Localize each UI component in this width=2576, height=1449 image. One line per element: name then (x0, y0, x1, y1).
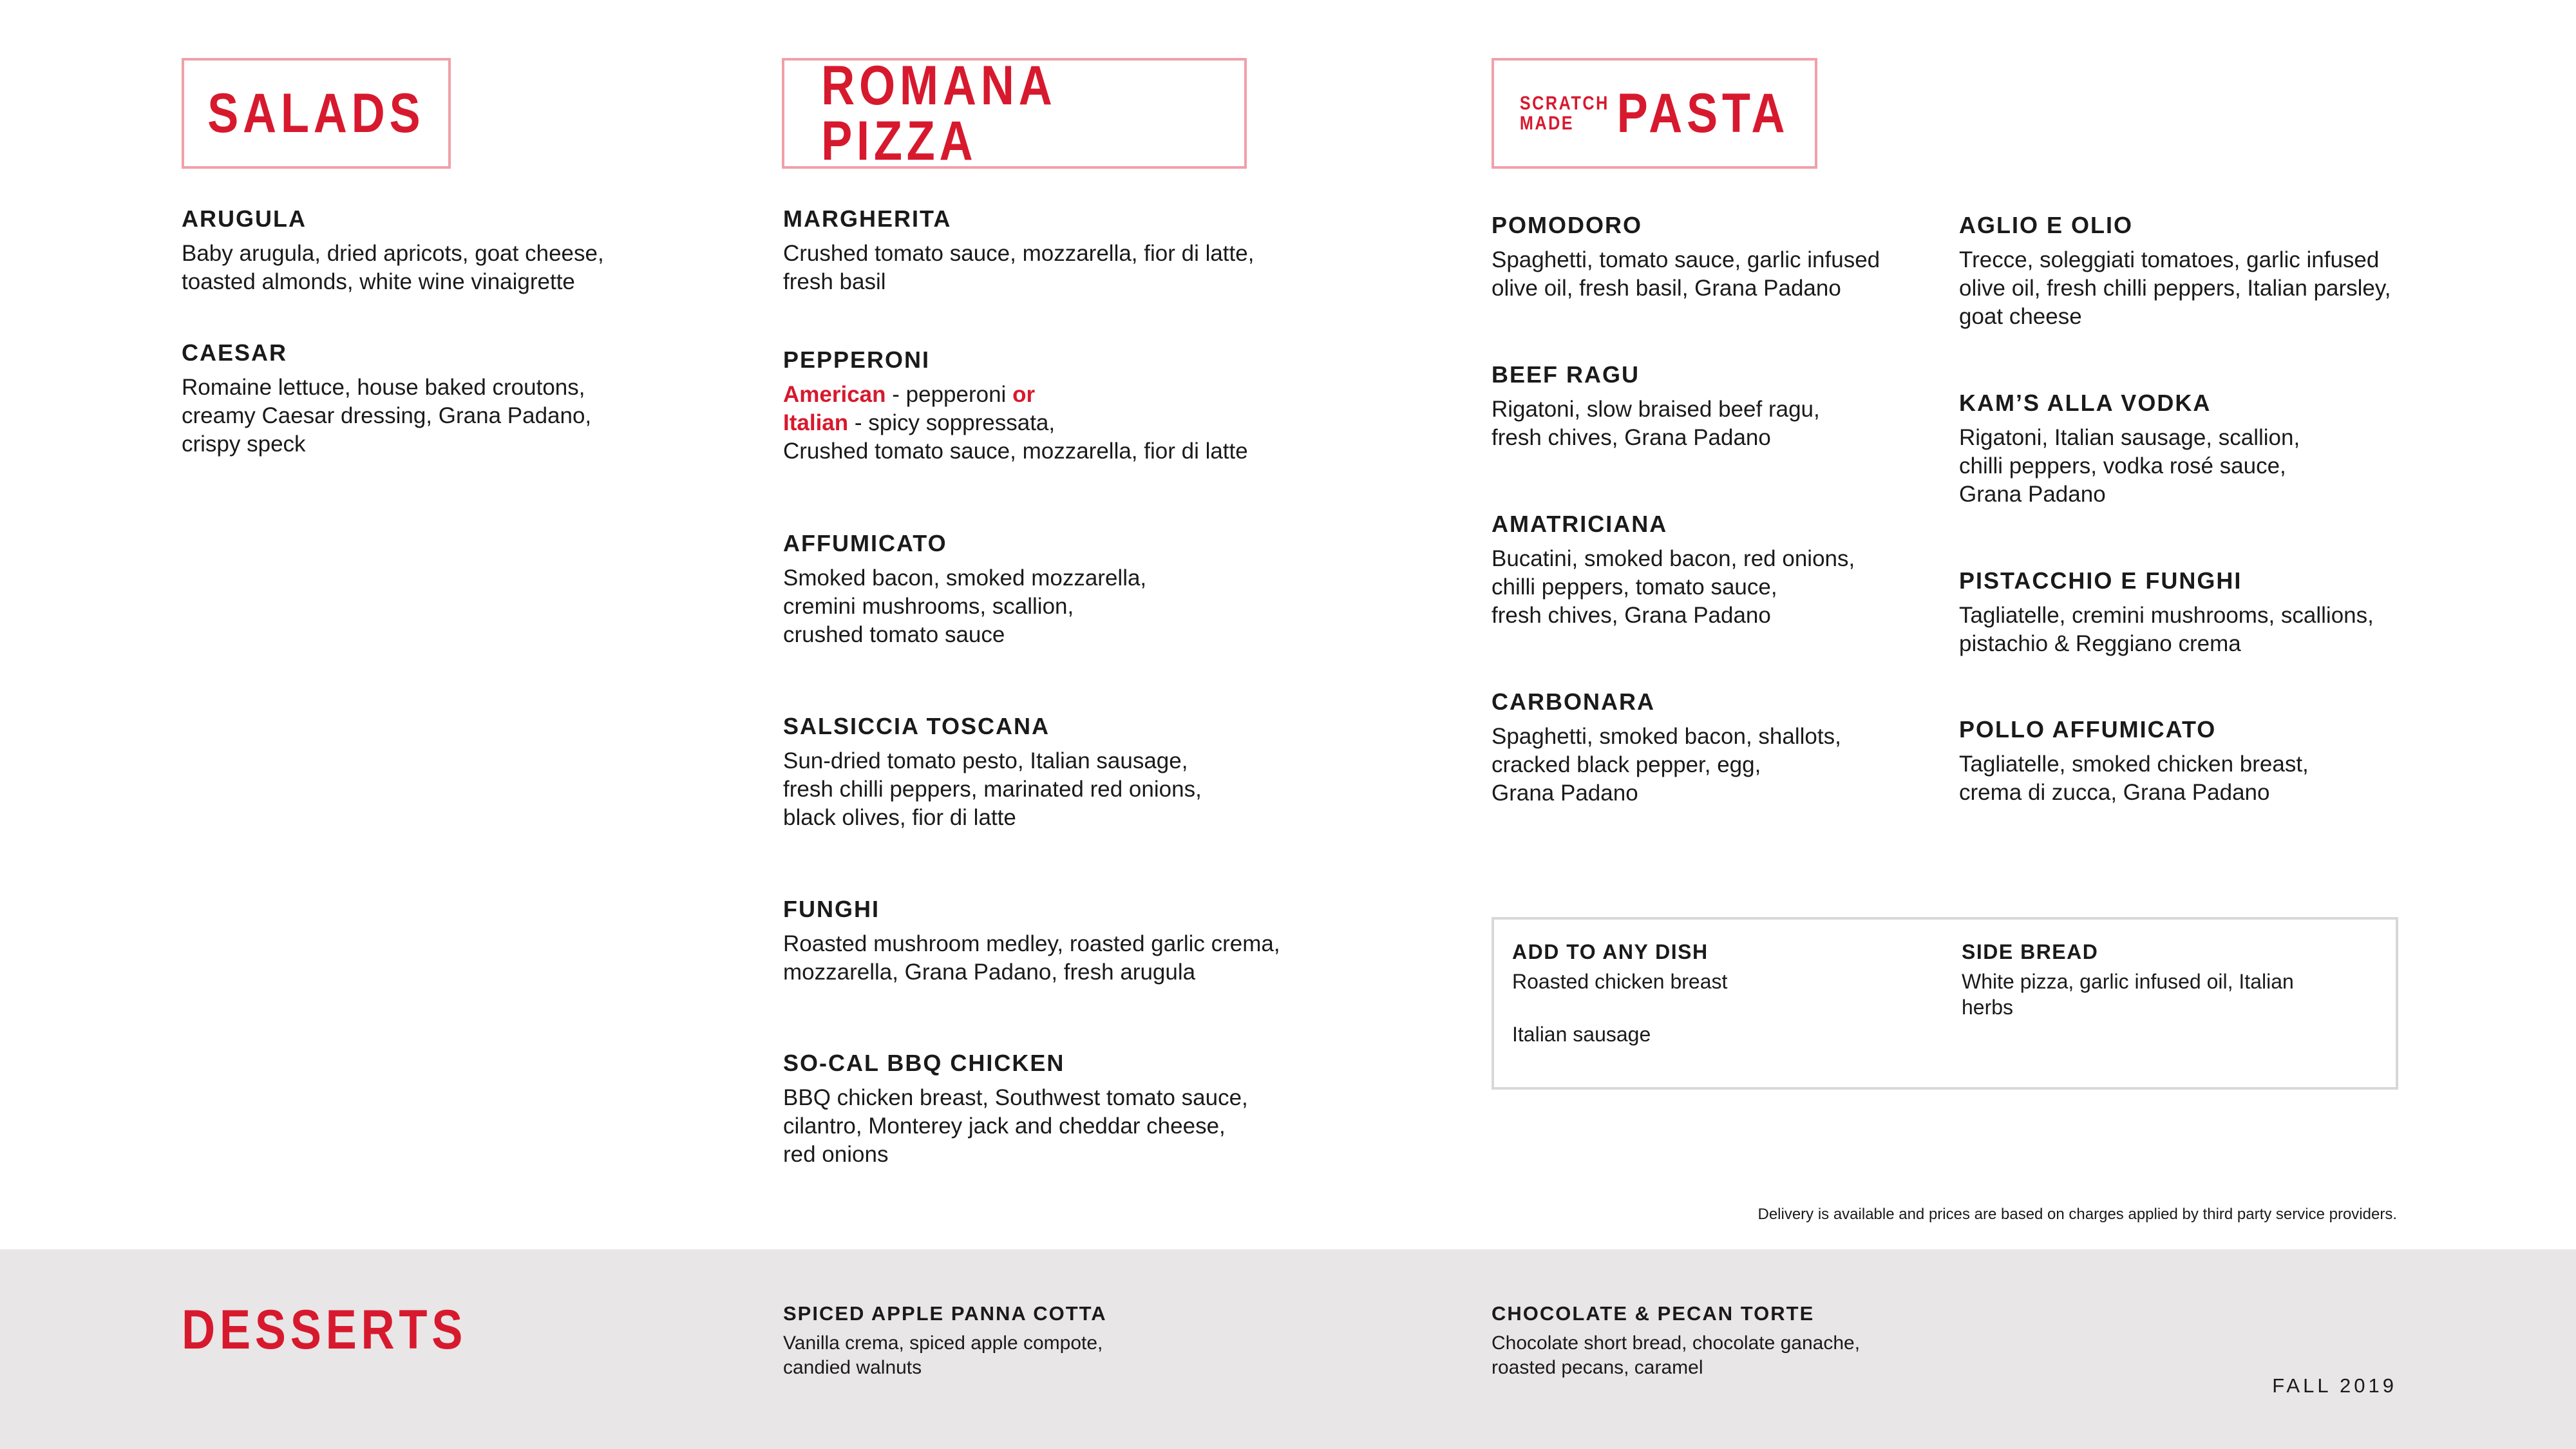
dessert-panna-cotta (783, 1303, 1107, 1380)
season-label: FALL 2019 (2272, 1374, 2397, 1397)
pasta-title: PASTA (1616, 82, 1790, 144)
item-description: Bucatini, smoked bacon, red onions, chilli peppers, tomato sauce, fresh chives, Grana Padano (1492, 546, 1855, 628)
addon-italian-sausage: Italian sausage (1512, 1023, 1651, 1046)
menu-item-affumicato (783, 532, 1146, 649)
menu-item-caesar (182, 341, 591, 459)
pasta-subtitle (1520, 93, 1609, 134)
item-name: CAESAR (182, 339, 288, 366)
item-description: Tagliatelle, smoked chicken breast, crema di zucca, Grana Padano (1959, 752, 2309, 805)
menu-item-socal-bbq-chicken (783, 1052, 1248, 1169)
italian-detail: - spicy soppressata, (848, 410, 1056, 435)
add-to-any-dish-title: ADD TO ANY DISH (1512, 940, 1709, 963)
menu-item-amatriciana (1492, 513, 1855, 630)
item-name: POLLO AFFUMICATO (1959, 716, 2217, 743)
pasta-subtitle-scratch: SCRATCH (1519, 92, 1609, 114)
menu-item-kams-alla-vodka (1959, 392, 2300, 509)
item-description: Baby arugula, dried apricots, goat cheese, toasted almonds, white wine vinaigrette (182, 241, 604, 294)
item-description: Roasted mushroom medley, roasted garlic crema, mozzarella, Grana Padano, fresh arugula (783, 931, 1280, 985)
menu-item-pollo-affumicato (1959, 718, 2309, 807)
item-name: AGLIO E OLIO (1959, 212, 2134, 238)
menu-item-carbonara (1492, 690, 1841, 808)
item-name: PEPPERONI (783, 346, 931, 373)
item-name: BEEF RAGU (1492, 361, 1640, 388)
or-label: or (1012, 382, 1036, 407)
side-bread-title: SIDE BREAD (1962, 940, 2099, 963)
american-detail: - pepperoni (886, 382, 1013, 407)
item-description: Tagliatelle, cremini mushrooms, scallions, pistachio & Reggiano crema (1959, 603, 2374, 656)
pepperoni-base: Crushed tomato sauce, mozzarella, fior di latte (783, 439, 1248, 464)
item-description: Trecce, soleggiati tomatoes, garlic infused olive oil, fresh chilli peppers, Italian parsley, goat cheese (1959, 247, 2391, 329)
item-name: AFFUMICATO (783, 530, 947, 556)
item-description: Crushed tomato sauce, mozzarella, fior di latte, fresh basil (783, 241, 1255, 294)
item-name: CARBONARA (1492, 688, 1655, 715)
item-name: ARUGULA (182, 205, 307, 232)
item-name: MARGHERITA (783, 205, 952, 232)
item-description: BBQ chicken breast, Southwest tomato sauce, cilantro, Monterey jack and cheddar cheese, red onions (783, 1085, 1248, 1167)
desserts-title: DESSERTS (182, 1299, 468, 1361)
item-name: SALSICCIA TOSCANA (783, 713, 1050, 739)
addon-roasted-chicken: Roasted chicken breast (1512, 970, 1728, 993)
pasta-header (1492, 58, 1817, 169)
menu-item-aglio-e-olio (1959, 214, 2391, 331)
american-label: American (783, 382, 886, 407)
menu-item-arugula (182, 207, 604, 296)
item-description (783, 381, 1248, 466)
pasta-title-group (1519, 82, 1790, 144)
item-name: POMODORO (1492, 212, 1643, 238)
item-name: FUNGHI (783, 896, 880, 922)
pepperoni-italian-line (783, 409, 1248, 437)
pasta-subtitle-made: MADE (1519, 113, 1575, 134)
delivery-disclaimer: Delivery is available and prices are based on charges applied by third party service providers. (1757, 1206, 2397, 1223)
menu-item-pistacchio-e-funghi (1959, 569, 2374, 658)
dessert-description: Chocolate short bread, chocolate ganache, roasted pecans, caramel (1492, 1332, 1861, 1378)
item-description: Spaghetti, smoked bacon, shallots, cracked black pepper, egg, Grana Padano (1492, 724, 1841, 806)
pepperoni-american-line (783, 381, 1248, 409)
item-name: KAM’S ALLA VODKA (1959, 390, 2211, 416)
side-bread (1962, 942, 2294, 1020)
menu-item-margherita (783, 207, 1254, 296)
dessert-description: Vanilla crema, spiced apple compote, candied walnuts (783, 1332, 1103, 1378)
dessert-chocolate-pecan-torte (1492, 1303, 1860, 1380)
item-description: Rigatoni, Italian sausage, scallion, chilli peppers, vodka rosé sauce, Grana Padano (1959, 425, 2300, 507)
item-description: Rigatoni, slow braised beef ragu, fresh chives, Grana Padano (1492, 397, 1820, 450)
salads-header (182, 58, 451, 169)
item-description: Sun-dried tomato pesto, Italian sausage, fresh chilli peppers, marinated red onions, black olives, fior di latte (783, 748, 1202, 830)
item-description: Spaghetti, tomato sauce, garlic infused olive oil, fresh basil, Grana Padano (1492, 247, 1880, 301)
item-description: Smoked bacon, smoked mozzarella, cremini mushrooms, scallion, crushed tomato sauce (783, 565, 1147, 647)
item-name: AMATRICIANA (1492, 511, 1668, 537)
italian-label: Italian (783, 410, 849, 435)
side-bread-description: White pizza, garlic infused oil, Italian herbs (1962, 970, 2294, 1019)
item-name: PISTACCHIO E FUNGHI (1959, 567, 2242, 594)
menu-item-beef-ragu (1492, 363, 1820, 452)
menu-item-pomodoro (1492, 214, 1880, 303)
item-description: Romaine lettuce, house baked croutons, creamy Caesar dressing, Grana Padano, crispy speck (182, 375, 592, 457)
salads-title: SALADS (207, 82, 425, 144)
pizza-header (782, 55, 1247, 172)
menu-item-pepperoni (783, 348, 1248, 466)
menu-item-funghi (783, 898, 1280, 987)
dessert-name: CHOCOLATE & PECAN TORTE (1492, 1302, 1815, 1325)
menu-item-salsiccia-toscana (783, 715, 1202, 832)
addons-box (1492, 917, 2398, 1090)
add-to-any-dish (1512, 942, 1727, 1047)
dessert-name: SPICED APPLE PANNA COTTA (783, 1302, 1107, 1325)
pizza-title: ROMANA PIZZA (821, 55, 1055, 172)
item-name: SO-CAL BBQ CHICKEN (783, 1050, 1065, 1076)
